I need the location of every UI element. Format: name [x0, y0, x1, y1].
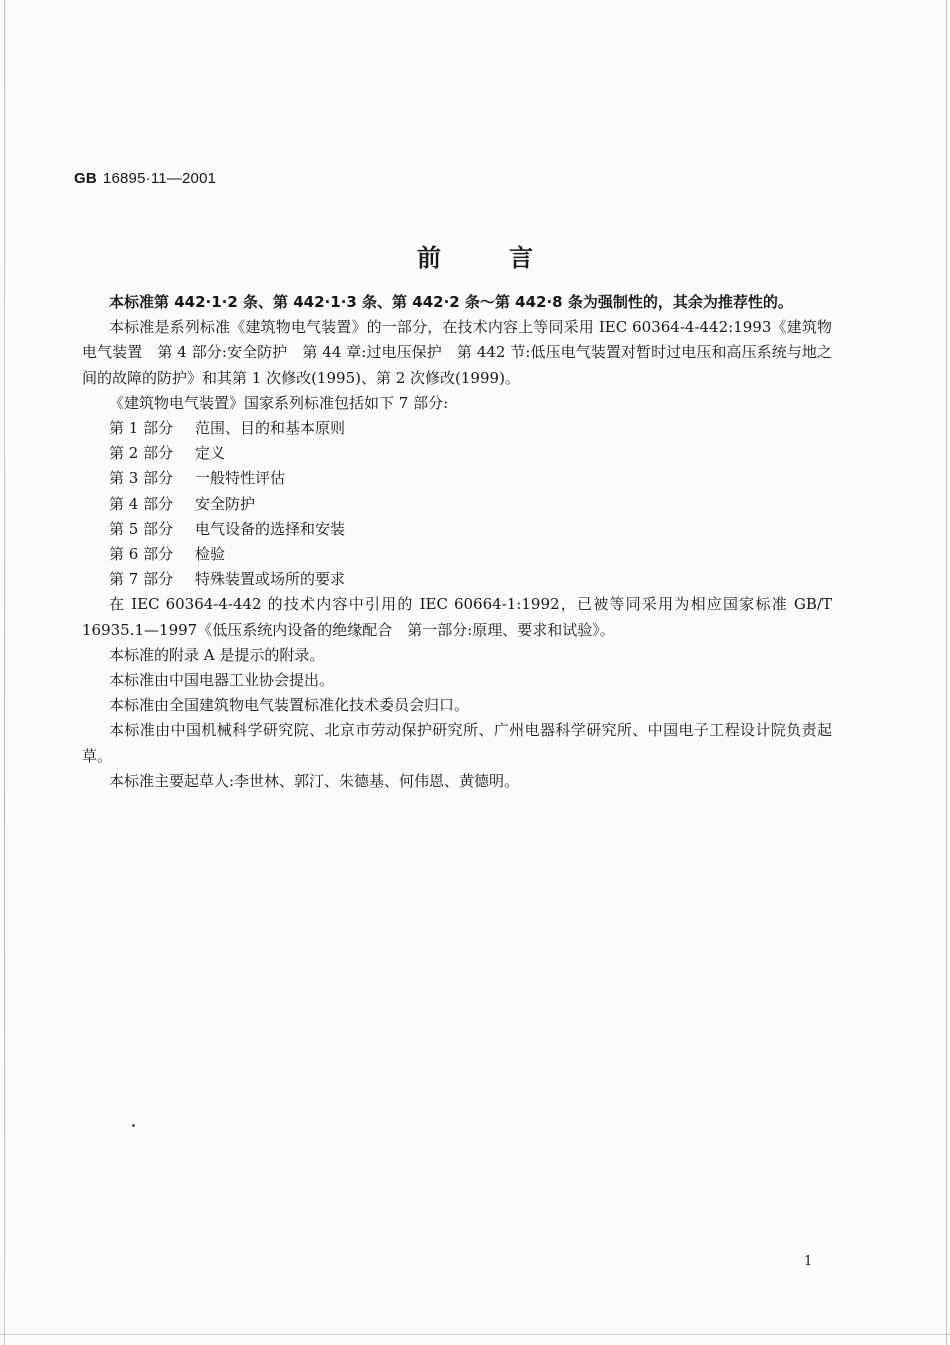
list-item [82, 542, 832, 567]
standard-code-header [74, 170, 216, 187]
standard-prefix: GB [74, 170, 97, 187]
list-item [82, 492, 832, 517]
page-number: 1 [804, 1254, 813, 1269]
parts-list [82, 416, 832, 592]
drafting-units-paragraph: 本标准由中国机械科学研究院、北京市劳动保护研究所、广州电器科学研究所、中国电子工程设计院负责起草。 [82, 721, 832, 765]
series-intro-paragraph: 《建筑物电气装置》国家系列标准包括如下 7 部分: [109, 393, 449, 412]
scan-edge-right [946, 0, 947, 1345]
part-name: 电气设备的选择和安装 [195, 519, 346, 538]
list-item [82, 441, 832, 466]
list-item [82, 517, 832, 542]
list-item [82, 416, 832, 441]
list-item [82, 567, 832, 592]
part-name: 安全防护 [195, 494, 256, 513]
part-number: 第 1 部分 [109, 419, 174, 438]
part-name: 定义 [195, 444, 226, 463]
scan-speck [132, 1124, 135, 1127]
mandatory-clause-paragraph: 本标准第 442·1·2 条、第 442·1·3 条、第 442·2 条～第 442·8 条为强制性的，其余为推荐性的。 [109, 293, 793, 311]
proposer-paragraph: 本标准由中国电器工业协会提出。 [109, 671, 335, 690]
part-name: 范围、目的和基本原则 [195, 419, 346, 438]
drafters-paragraph: 本标准主要起草人:李世林、郭汀、朱德基、何伟恩、黄德明。 [109, 771, 520, 790]
scan-edge-bottom [0, 1334, 950, 1335]
reference-paragraph: 在 IEC 60364-4-442 的技术内容中引用的 IEC 60664-1:1992，已被等同采用为相应国家标准 GB/T 16935.1—1997《低压系统内设备的绝缘配合 第一部分:原理、要求和试验》。 [82, 595, 832, 639]
scan-edge-left [4, 0, 5, 1345]
part-number: 第 7 部分 [109, 570, 174, 589]
part-number: 第 5 部分 [109, 519, 174, 538]
part-number: 第 6 部分 [109, 545, 174, 564]
foreword-body [82, 290, 832, 794]
part-number: 第 2 部分 [109, 444, 174, 463]
part-name: 检验 [195, 545, 226, 564]
part-name: 特殊装置或场所的要求 [195, 570, 346, 589]
part-name: 一般特性评估 [195, 469, 286, 488]
standard-number: 16895·11—2001 [102, 170, 217, 187]
adoption-paragraph: 本标准是系列标准《建筑物电气装置》的一部分，在技术内容上等同采用 IEC 60364-4-442:1993《建筑物电气装置 第 4 部分:安全防护 第 44 章:过电压保护 第 442 节:低压电气装置对暂时过电压和高压系统与地之间的故障的防护》和其第 1 次修改(1995)、第 2 次修改(1999)。 [82, 318, 832, 387]
appendix-paragraph: 本标准的附录 A 是提示的附录。 [109, 645, 325, 664]
page-title: 前言 [417, 244, 601, 272]
part-number: 第 4 部分 [109, 494, 174, 513]
committee-paragraph: 本标准由全国建筑物电气装置标准化技术委员会归口。 [109, 696, 470, 715]
part-number: 第 3 部分 [109, 469, 174, 488]
list-item [82, 466, 832, 491]
